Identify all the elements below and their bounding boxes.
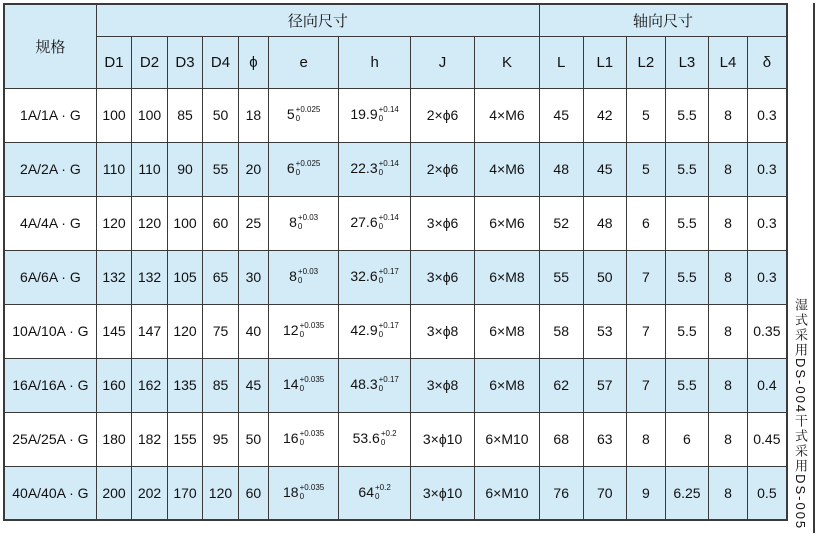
value-cell [269, 304, 339, 358]
value-cell: 120 [132, 196, 167, 250]
value-cell: 45 [238, 358, 268, 412]
value-cell: 6 [665, 412, 709, 466]
tolerance-base-value: 32.6 [350, 267, 378, 284]
col-header-l2: L2 [627, 36, 666, 88]
value-cell: 8 [709, 358, 748, 412]
value-cell: 76 [539, 466, 583, 520]
value-cell: 75 [203, 304, 238, 358]
value-cell: 68 [539, 412, 583, 466]
value-cell: 2×ϕ6 [411, 142, 475, 196]
tolerance-stack: +0.2 0 [380, 429, 397, 448]
value-cell: 2×ϕ6 [411, 88, 475, 142]
value-cell: 120 [203, 466, 238, 520]
value-cell: 0.3 [747, 196, 787, 250]
value-cell: 100 [132, 88, 167, 142]
value-cell: 70 [583, 466, 627, 520]
spec-cell: 25A/25A · G [4, 412, 96, 466]
value-cell [339, 196, 411, 250]
col-header-d3: D3 [167, 36, 202, 88]
value-cell: 170 [167, 466, 202, 520]
value-cell: 55 [539, 250, 583, 304]
value-cell: 3×ϕ6 [411, 250, 475, 304]
value-cell: 58 [539, 304, 583, 358]
tolerance-base-value: 48.3 [350, 375, 378, 392]
value-cell: 5.5 [665, 304, 709, 358]
value-cell [339, 466, 411, 520]
tolerance-stack: +0.17 0 [378, 375, 399, 394]
value-cell: 5.5 [665, 142, 709, 196]
value-cell [269, 358, 339, 412]
value-cell: 6.25 [665, 466, 709, 520]
value-cell: 6×M10 [475, 412, 540, 466]
value-cell: 7 [627, 250, 666, 304]
tolerance-stack: +0.14 0 [378, 213, 399, 232]
value-cell: 5.5 [665, 358, 709, 412]
value-cell [269, 88, 339, 142]
spec-column-header: 规格 [4, 4, 96, 88]
col-header-h: h [339, 36, 411, 88]
tolerance-base-value: 16 [282, 429, 299, 446]
value-cell: 120 [96, 196, 131, 250]
value-cell: 45 [583, 142, 627, 196]
table-row [4, 196, 787, 250]
value-cell: 48 [539, 142, 583, 196]
tolerance-base-value: 27.6 [350, 213, 378, 230]
value-cell: 6×M8 [475, 304, 540, 358]
value-cell: 5 [627, 88, 666, 142]
tolerance-stack: +0.035 0 [299, 429, 325, 448]
value-cell [339, 88, 411, 142]
value-cell: 85 [203, 358, 238, 412]
col-header-l3: L3 [665, 36, 709, 88]
tolerance-stack: +0.035 0 [299, 321, 325, 340]
col-header-k: K [475, 36, 540, 88]
value-cell: 7 [627, 304, 666, 358]
value-cell: 0.3 [747, 88, 787, 142]
table-row [4, 358, 787, 412]
value-cell [269, 196, 339, 250]
tolerance-base-value: 18 [282, 483, 299, 500]
value-cell [269, 250, 339, 304]
value-cell: 8 [709, 412, 748, 466]
value-cell: 100 [167, 196, 202, 250]
value-cell: 0.4 [747, 358, 787, 412]
table-row [4, 466, 787, 520]
tolerance-stack: +0.025 0 [295, 105, 321, 124]
value-cell: 120 [167, 304, 202, 358]
value-cell: 0.3 [747, 250, 787, 304]
spec-cell: 40A/40A · G [4, 466, 96, 520]
value-cell: 200 [96, 466, 131, 520]
value-cell: 182 [132, 412, 167, 466]
value-cell: 132 [132, 250, 167, 304]
tolerance-stack: +0.03 0 [297, 267, 319, 286]
value-cell: 9 [627, 466, 666, 520]
col-header-d2: D2 [132, 36, 167, 88]
tolerance-stack: +0.17 0 [378, 321, 399, 340]
value-cell: 145 [96, 304, 131, 358]
value-cell: 180 [96, 412, 131, 466]
value-cell: 162 [132, 358, 167, 412]
tolerance-base-value: 19.9 [350, 105, 378, 122]
value-cell: 147 [132, 304, 167, 358]
value-cell: 5.5 [665, 196, 709, 250]
value-cell: 0.3 [747, 142, 787, 196]
value-cell: 85 [167, 88, 202, 142]
value-cell: 8 [709, 88, 748, 142]
value-cell: 6 [627, 196, 666, 250]
group-header-row [4, 4, 787, 36]
value-cell: 3×ϕ8 [411, 304, 475, 358]
value-cell [339, 142, 411, 196]
col-header-l1: L1 [583, 36, 627, 88]
value-cell: 155 [167, 412, 202, 466]
spec-cell: 10A/10A · G [4, 304, 96, 358]
value-cell: 110 [96, 142, 131, 196]
spec-cell: 1A/1A · G [4, 88, 96, 142]
tolerance-base-value: 42.9 [350, 321, 378, 338]
value-cell: 0.45 [747, 412, 787, 466]
col-header-j: J [411, 36, 475, 88]
value-cell: 50 [238, 412, 268, 466]
spec-cell: 4A/4A · G [4, 196, 96, 250]
value-cell: 135 [167, 358, 202, 412]
value-cell: 6×M8 [475, 358, 540, 412]
value-cell: 132 [96, 250, 131, 304]
value-cell: 18 [238, 88, 268, 142]
value-cell: 4×M6 [475, 142, 540, 196]
col-header-e: e [269, 36, 339, 88]
radial-group-header: 径向尺寸 [96, 4, 539, 36]
value-cell: 65 [203, 250, 238, 304]
value-cell: 3×ϕ6 [411, 196, 475, 250]
value-cell: 60 [238, 466, 268, 520]
value-cell: 8 [709, 466, 748, 520]
value-cell: 50 [583, 250, 627, 304]
dimension-table [3, 3, 788, 521]
axial-group-header: 轴向尺寸 [539, 4, 787, 36]
value-cell: 25 [238, 196, 268, 250]
value-cell: 90 [167, 142, 202, 196]
value-cell: 0.5 [747, 466, 787, 520]
value-cell: 100 [96, 88, 131, 142]
tolerance-stack: +0.03 0 [297, 213, 319, 232]
value-cell: 7 [627, 358, 666, 412]
value-cell: 6×M8 [475, 250, 540, 304]
value-cell: 5.5 [665, 250, 709, 304]
side-note-strip [788, 3, 815, 533]
value-cell: 8 [709, 304, 748, 358]
table-row [4, 304, 787, 358]
table-body [4, 88, 787, 520]
value-cell: 30 [238, 250, 268, 304]
value-cell: 20 [238, 142, 268, 196]
value-cell [339, 250, 411, 304]
value-cell: 60 [203, 196, 238, 250]
value-cell: 6×M10 [475, 466, 540, 520]
value-cell: 6×M6 [475, 196, 540, 250]
tolerance-base-value: 22.3 [350, 159, 378, 176]
col-header-l: L [539, 36, 583, 88]
spec-cell: 6A/6A · G [4, 250, 96, 304]
value-cell: 95 [203, 412, 238, 466]
value-cell: 48 [583, 196, 627, 250]
value-cell: 8 [709, 142, 748, 196]
value-cell [269, 412, 339, 466]
value-cell: 45 [539, 88, 583, 142]
value-cell [339, 358, 411, 412]
tolerance-base-value: 12 [282, 321, 299, 338]
spec-cell: 2A/2A · G [4, 142, 96, 196]
value-cell: 52 [539, 196, 583, 250]
column-header-row [4, 36, 787, 88]
value-cell [269, 142, 339, 196]
col-header-d1: D1 [96, 36, 131, 88]
value-cell: 202 [132, 466, 167, 520]
tolerance-stack: +0.14 0 [378, 105, 399, 124]
value-cell: 63 [583, 412, 627, 466]
col-header-delta: δ [747, 36, 787, 88]
value-cell: 55 [203, 142, 238, 196]
value-cell [269, 466, 339, 520]
value-cell: 50 [203, 88, 238, 142]
tolerance-base-value: 53.6 [352, 429, 380, 446]
value-cell: 0.35 [747, 304, 787, 358]
tolerance-base-value: 6 [286, 159, 295, 176]
value-cell: 110 [132, 142, 167, 196]
tolerance-stack: +0.14 0 [378, 159, 399, 178]
value-cell: 3×ϕ10 [411, 466, 475, 520]
tolerance-stack: +0.2 0 [375, 482, 391, 501]
col-header-d4: D4 [203, 36, 238, 88]
value-cell: 8 [627, 412, 666, 466]
table-row [4, 142, 787, 196]
spec-cell: 16A/16A · G [4, 358, 96, 412]
col-header-phi: ϕ [238, 36, 268, 88]
value-cell: 53 [583, 304, 627, 358]
value-cell: 160 [96, 358, 131, 412]
value-cell: 3×ϕ10 [411, 412, 475, 466]
table-row [4, 412, 787, 466]
side-note-text: 湿式采用DS-004干式采用DS-005 [793, 297, 808, 530]
tolerance-base-value: 8 [289, 213, 297, 230]
value-cell: 8 [709, 196, 748, 250]
table-row [4, 88, 787, 142]
col-header-l4: L4 [709, 36, 748, 88]
value-cell: 8 [709, 250, 748, 304]
tolerance-base-value: 14 [282, 375, 299, 392]
value-cell: 40 [238, 304, 268, 358]
tolerance-stack: +0.035 0 [299, 375, 325, 394]
value-cell: 3×ϕ8 [411, 358, 475, 412]
value-cell: 57 [583, 358, 627, 412]
value-cell [339, 412, 411, 466]
value-cell: 5.5 [665, 88, 709, 142]
tolerance-base-value: 64 [358, 483, 374, 500]
value-cell: 105 [167, 250, 202, 304]
tolerance-stack: +0.035 0 [299, 482, 325, 501]
value-cell: 5 [627, 142, 666, 196]
value-cell: 4×M6 [475, 88, 540, 142]
tolerance-stack: +0.025 0 [295, 159, 321, 178]
value-cell [339, 304, 411, 358]
value-cell: 62 [539, 358, 583, 412]
table-row [4, 250, 787, 304]
tolerance-stack: +0.17 0 [378, 267, 399, 286]
tolerance-base-value: 8 [289, 267, 297, 284]
tolerance-base-value: 5 [286, 105, 295, 122]
value-cell: 42 [583, 88, 627, 142]
